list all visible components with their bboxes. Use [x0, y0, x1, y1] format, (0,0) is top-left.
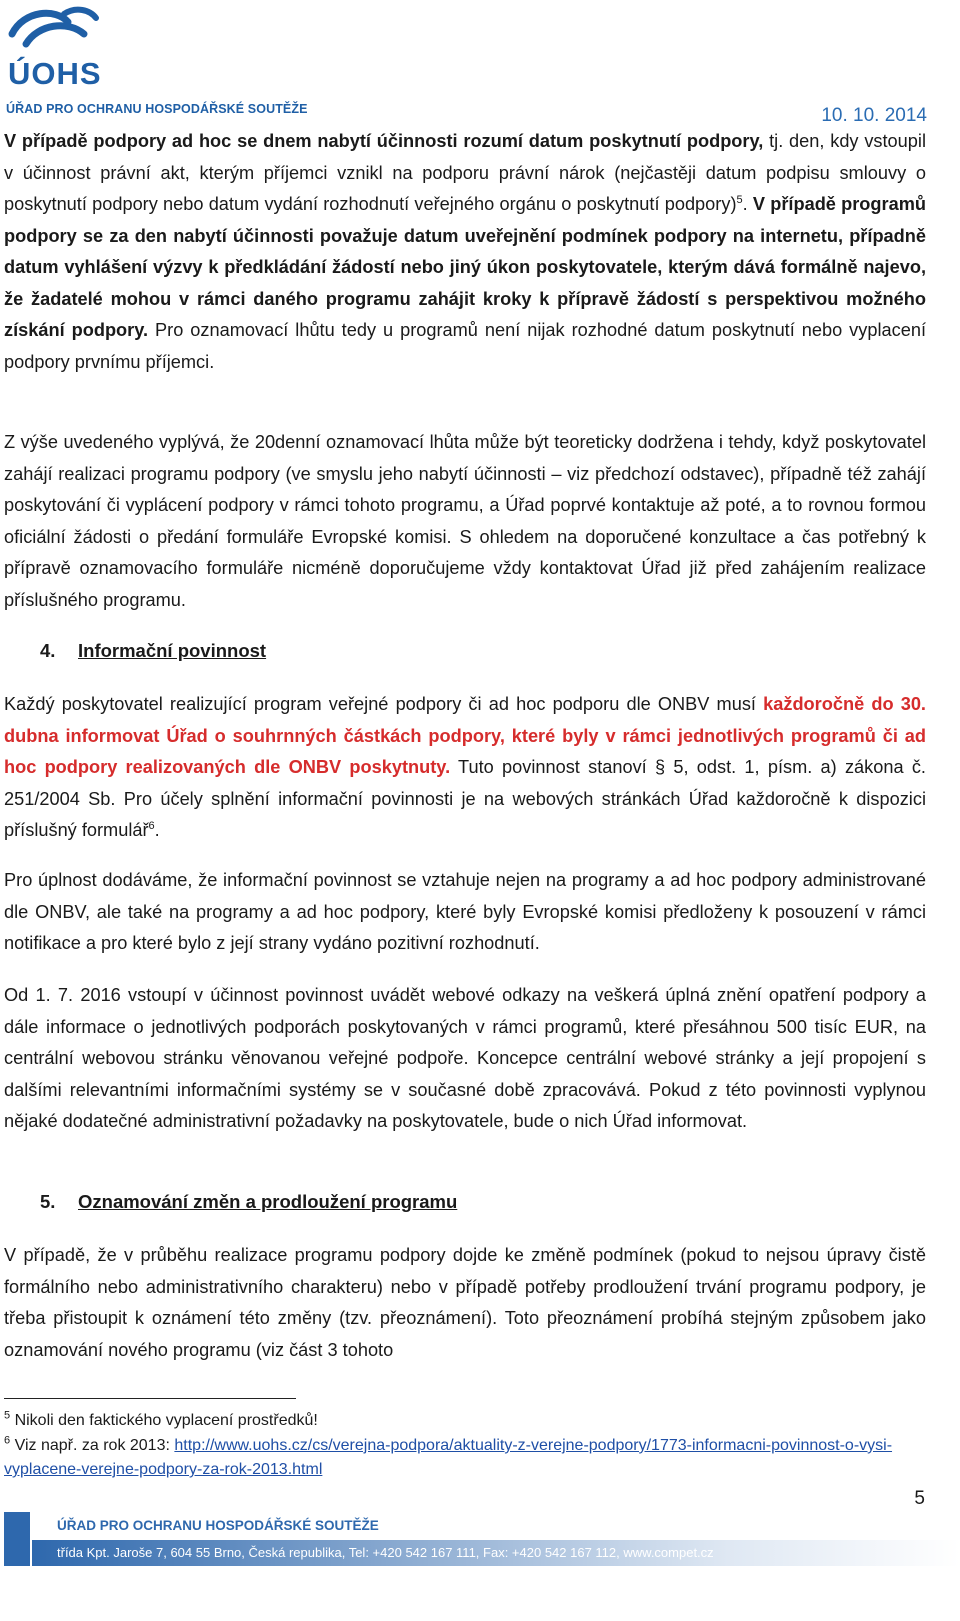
- p1-bold-lead: V případě podpory ad hoc se dnem nabytí účinnosti rozumí datum poskytnutí podpory,: [4, 131, 764, 151]
- p3-lead: Každý poskytovatel realizující program veřejné podpory či ad hoc podporu dle ONBV musí: [4, 694, 764, 714]
- logo-swirl-icon: [4, 4, 104, 54]
- section-number: 5.: [40, 1191, 56, 1212]
- paragraph-2: Z výše uvedeného vyplývá, že 20denní oznamovací lhůta může být teoreticky dodržena i tehdy, když poskytovatel zahájí realizaci programu podpory (ve smyslu jeho nabytí účinnosti – viz předchozí odstavec), případně též zahájí poskytování či vyplácení podpory v rámci tohoto programu, a Úřad poprvé kontaktuje až poté, a to rovnou formou oficiální žádosti o předání formuláře Evropské komisi. S ohledem na doporučené konzultace a čas potřebný k přípravě oznamovacího formuláře nicméně doporučujeme vždy kontaktovat Úřad již před zahájením realizace příslušného programu.: [4, 432, 926, 610]
- p3-highlight: každoročně do 30. dubna informovat Úřad o souhrnných částkách podpory, které byly v rámci jednotlivých programů či ad hoc podpory realizovaných dle ONBV poskytnuty.: [4, 694, 926, 777]
- p3-text: Tuto povinnost stanoví § 5, odst. 1, písm. a) zákona č. 251/2004 Sb. Pro účely splnění informační povinnosti je na webových stránkách Úřad každoročně k dispozici příslušný formulář: [4, 757, 926, 840]
- p1-sep: .: [742, 194, 753, 214]
- footer-organization: ÚŘAD PRO OCHRANU HOSPODÁŘSKÉ SOUTĚŽE: [57, 1518, 379, 1533]
- logo-text: ÚOHS: [8, 56, 102, 91]
- section-heading-4: [40, 640, 266, 662]
- p3-end: .: [154, 820, 160, 840]
- document-date: 10. 10. 2014: [821, 105, 927, 126]
- logo-subtitle: ÚŘAD PRO OCHRANU HOSPODÁŘSKÉ SOUTĚŽE: [6, 102, 308, 116]
- footnote-number: 5: [4, 1409, 11, 1422]
- footnote-divider: [4, 1398, 296, 1399]
- paragraph-6: V případě, že v průběhu realizace programu podpory dojde ke změně podmínek (pokud to nejsou úpravy čistě formálního nebo administrativního charakteru) nebo v případě potřeby prodloužení trvání programu podpory, je třeba přistoupit k oznámení této změny (tzv. přeoznámení). Toto přeoznámení probíhá stejným způsobem jako oznamování nového programu (viz část 3 tohoto: [4, 1245, 926, 1360]
- paragraph-1: [4, 126, 926, 378]
- footnote-number: 6: [4, 1434, 11, 1447]
- footer-accent-block: [4, 1512, 30, 1566]
- p1-text: tj. den, kdy vstoupil v účinnost právní akt, kterým příjemci vznikl na podporu právní nárok (nejčastěji datum podpisu smlouvy o poskytnutí podpory nebo datum vydání rozhodnutí veřejného orgánu o poskytnutí podpory): [4, 131, 926, 214]
- footnote-link[interactable]: http://www.uohs.cz/cs/verejna-podpora/aktuality-z-verejne-podpory/1773-informacni-povinnost-o-vysi-vyplacene-verejne-podpory-za-rok-2013.html: [4, 1437, 893, 1478]
- p1-tail: Pro oznamovací lhůtu tedy u programů není nijak rozhodné datum poskytnutí nebo vyplacení podpory prvnímu příjemci.: [4, 320, 926, 372]
- footnote-text: Viz např. za rok 2013:: [10, 1437, 175, 1454]
- uohs-logo: [4, 4, 334, 122]
- footnote-6: [4, 1434, 934, 1482]
- footnote-5: [4, 1409, 934, 1433]
- page-number: 5: [914, 1488, 925, 1509]
- footnote-text: Nikoli den faktického vyplacení prostředků!: [10, 1412, 318, 1429]
- paragraph-5: Od 1. 7. 2016 vstoupí v účinnost povinnost uvádět webové odkazy na veškerá úplná znění opatření podpory a dále informace o jednotlivých podporách poskytovaných v rámci programů, které přesáhnou 500 tisíc EUR, na centrální webovou stránku věnovanou veřejné podpoře. Koncepce centrální webové stránky a její propojení s dalšími relevantními informačními systémy se v současné době zpracovává. Pokud z této povinnosti vyplynou nějaké dodatečné administrativní požadavky na poskytovatele, bude o nich Úřad informovat.: [4, 985, 926, 1131]
- paragraph-3: [4, 689, 926, 847]
- section-heading-5: [40, 1191, 457, 1213]
- paragraph-4: Pro úplnost dodáváme, že informační povinnost se vztahuje nejen na programy a ad hoc podpory administrované dle ONBV, ale také na programy a ad hoc podpory, které byly Evropské komisi předloženy k posouzení v rámci notifikace a pro které bylo z její strany vydáno pozitivní rozhodnutí.: [4, 870, 926, 953]
- section-title: Oznamování změn a prodloužení programu: [78, 1191, 458, 1212]
- footer-address: třída Kpt. Jaroše 7, 604 55 Brno, Česká republika, Tel: +420 542 167 111, Fax: +420 542 167 112, www.compet.cz: [57, 1545, 714, 1560]
- section-title: Informační povinnost: [78, 640, 267, 661]
- footnote-ref-6[interactable]: 6: [148, 819, 155, 832]
- p1-bold-programs: V případě programů podpory se za den nabytí účinnosti považuje datum uveřejnění podmínek podpory na internetu, případně datum vyhlášení výzvy k předkládání žádostí nebo jiný úkon poskytovatele, kterým dává formálně najevo, že žadatelé mohou v rámci daného programu zahájit kroky k přípravě žádostí s perspektivou možného získání podpory.: [4, 194, 926, 340]
- section-number: 4.: [40, 640, 56, 661]
- footnote-ref-5[interactable]: 5: [736, 193, 743, 206]
